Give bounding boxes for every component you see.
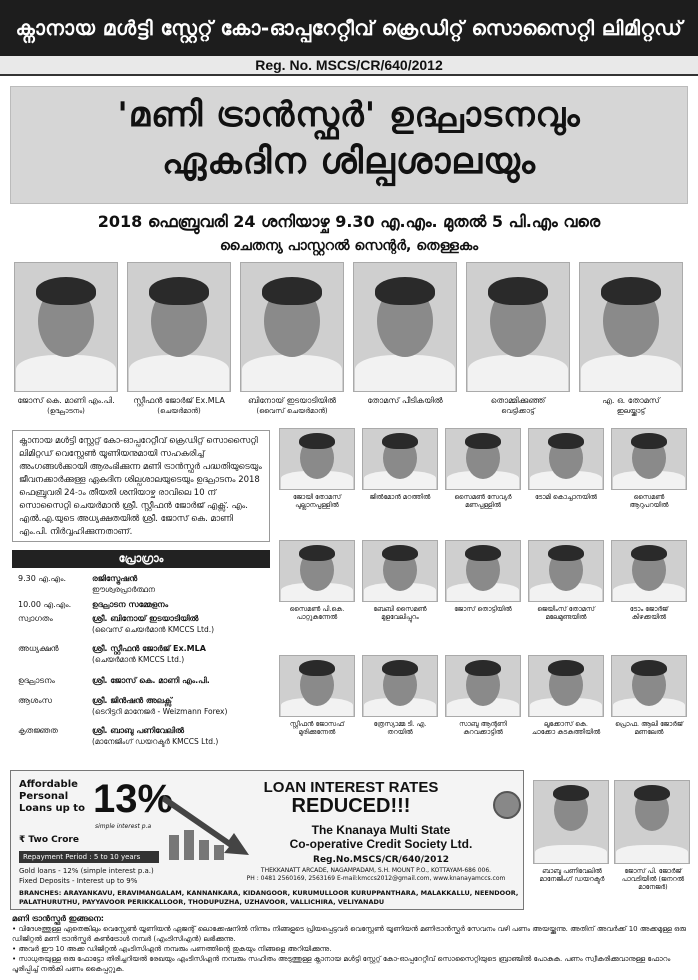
member-name: ജോസ് പി. ജോർജ് xyxy=(624,867,682,875)
guest-card xyxy=(579,262,683,416)
member-card xyxy=(614,780,692,891)
guest-role: (ചെയർമാൻ) xyxy=(157,407,201,415)
program-item: രജിസ്ട്രേഷൻ xyxy=(92,574,138,583)
portrait-photo xyxy=(445,428,521,490)
member-sub: ചാക്കോ കുടകുത്തിയിൽ xyxy=(531,728,601,736)
ad-reduced-heading: REDUCED!!! xyxy=(291,795,411,817)
program-time: 10.00 എ.എം. xyxy=(18,600,72,609)
member-name: ജെയിംസ് തോമസ് xyxy=(537,605,595,613)
program-item: ശ്രീ. സ്റ്റീഫൻ ജോർജ് Ex.MLA xyxy=(92,644,206,653)
guest-caption xyxy=(240,396,344,416)
member-card xyxy=(611,540,687,621)
guest-name: ബിനോയ് ഇടയാടിയിൽ xyxy=(248,396,336,405)
ad-branches: BRANCHES: ARAYANKAVU, ERAVIMANGALAM, KANNANKARA, KIDANGOOR, KURUMULLOOR KURUPPANTHARA, MALAKKALLU, NEENDOOR, PALATHURUTHU, PAYYAVOOR PERIKKALLOOR, THODUPUZHA, UZHAVOOR, VALLICHIRA, VELIYANADU xyxy=(19,889,519,906)
member-name: സൈമൺ സേവ്യർ xyxy=(454,493,512,501)
guest-name: തൊമ്മിക്കുഞ്ഞ് xyxy=(490,396,546,405)
member-sub: പാറ്റുകുന്നേൽ xyxy=(296,613,338,621)
member-name: സാബു ആന്റണി xyxy=(459,720,507,728)
member-name: ടോം ജോർജ് xyxy=(629,605,669,613)
guest-name: സ്റ്റീഫൻ ജോർജ് Ex.MLA xyxy=(133,396,225,405)
program-list xyxy=(12,572,270,767)
member-sub: പാവടിയിൽ (ജനറൽ മാനേജർ) xyxy=(621,875,685,891)
member-name: ടോമി കൊച്ചാനയിൽ xyxy=(535,493,597,501)
member-sub: മാനേജിംഗ് ഡയറക്ടർ xyxy=(539,875,605,883)
portrait-photo xyxy=(611,428,687,490)
registration-number: Reg. No. MSCS/CR/640/2012 xyxy=(255,57,443,73)
portrait-photo xyxy=(279,655,355,717)
member-card xyxy=(279,655,355,736)
guest-caption xyxy=(466,396,570,416)
guest-card xyxy=(466,262,570,416)
ad-gold-loans: Gold loans - 12% (simple interest p.a.) xyxy=(19,867,154,875)
program-sub: (ചെയർമാൻ KMCCS Ltd.) xyxy=(92,655,185,664)
guest-caption xyxy=(127,396,231,416)
member-card xyxy=(362,428,438,501)
portrait-photo xyxy=(533,780,609,864)
program-item: ശ്രീ. ബിനോയ് ഇടയാടിയിൽ xyxy=(92,614,199,623)
member-sub: മുരിക്കുന്നേൽ xyxy=(298,728,336,736)
member-name: ജോയി തോമസ് xyxy=(292,493,342,501)
portrait-photo xyxy=(240,262,344,392)
member-caption xyxy=(445,720,521,736)
event-description: ക്നാനായ മൾട്ടി സ്റ്റേറ്റ് കോ-ഓപ്പറേറ്റീവ് ക്രെഡിറ്റ് സൊസൈറ്റി ലിമിറ്റഡ് വെസ്റ്റേൺ യൂണിയനുമായി സഹകരിച്ച് അംഗങ്ങൾക്കായി ആരംഭിക്കുന്ന മണി ട്രാൻസ്ഫർ പദ്ധതിയുടെയും ജീവനക്കാർക്കുള്ള ഏകദിന ശില്പശാലയുടെയും ഉദ്ഘാടനം 2018 ഫെബ്രുവരി 24-ാം തീയതി ശനിയാഴ്ച രാവിലെ 10 ന് സൊസൈറ്റി ചെയർമാൻ ശ്രീ. സ്റ്റീഫൻ ജോർജ് എക്സ്. എം. എൽ.എ.യുടെ അധ്യക്ഷതയിൽ ശ്രീ. ജോസ് കെ. മാണി എം.പി. നിർവ്വഹിക്കുന്നതാണ്. xyxy=(12,430,270,542)
notes-item: • സാധുതയുള്ള ഒരു ഫോട്ടോ തിരിച്ചറിയൽ രേഖയും എംടിസിഎൻ നമ്പരും സഹിതം അടുത്തുള്ള ക്നാനായ മൾട്ടി സ്റ്റേറ്റ് കോ-ഓപ്പറേറ്റീവ് സൊസൈറ്റിയുടെ ബ്രാഞ്ചിൽ പോകുക. പണം സ്വീകരിക്കുവാനുള്ള ഫോറം പൂരിപ്പിച്ച് നൽകി പണം കൈപ്പറ്റുക. xyxy=(12,955,671,973)
program-heading: പ്രോഗ്രാം xyxy=(12,550,270,568)
member-caption xyxy=(614,867,692,891)
portrait-photo xyxy=(528,655,604,717)
header-banner xyxy=(0,0,698,76)
member-name: ബേബി സൈമൺ xyxy=(373,605,427,613)
guest-card xyxy=(14,262,118,416)
program-label: കൃതജ്ഞത xyxy=(18,726,58,735)
portrait-photo xyxy=(362,428,438,490)
member-sub: മണലേൽ xyxy=(634,728,664,736)
program-time: 9.30 എ.എം. xyxy=(18,574,67,583)
event-venue: ചൈതന്യ പാസ്റ്ററൽ സെന്റർ, തെള്ളകം xyxy=(219,238,479,254)
program-item: ഉദ്ഘാടന സമ്മേളനം xyxy=(92,600,169,609)
program-item: ശ്രീ. ജിൻഷൻ അലക്സ് xyxy=(92,696,172,705)
program-label: ആശംസ xyxy=(18,696,52,705)
member-name: ലൂക്കോസ് കെ. xyxy=(544,720,588,728)
portrait-photo xyxy=(528,428,604,490)
member-caption xyxy=(362,605,438,621)
guest-role: ഇലയ്ക്കാട്ട് xyxy=(616,407,646,415)
member-sub: കിഴക്കയിൽ xyxy=(631,613,667,621)
member-sub: മണപ്പള്ളിൽ xyxy=(465,501,501,509)
member-caption xyxy=(445,493,521,509)
program-sub: (മാനേജിംഗ് ഡയറക്ടർ KMCCS Ltd.) xyxy=(92,737,219,746)
guest-caption xyxy=(14,396,118,416)
portrait-photo xyxy=(579,262,683,392)
member-name: സ്റ്റീഫൻ ജോസഫ് xyxy=(289,720,345,728)
member-caption xyxy=(533,867,611,883)
ad-loan-heading: LOAN INTEREST RATES xyxy=(263,779,439,796)
member-card xyxy=(445,428,521,509)
ad-society-name-1: The Knanaya Multi State xyxy=(311,823,451,837)
member-name: സൈമൺ xyxy=(633,493,665,501)
member-sub: മലേമുണ്ടയിൽ xyxy=(545,613,587,621)
portrait-photo xyxy=(445,655,521,717)
program-label: ഉദ്ഘാടനം xyxy=(18,676,55,685)
guest-card xyxy=(353,262,457,406)
member-card xyxy=(611,428,687,509)
notes-title: മണി ട്രാൻസ്ഫർ ഇങ്ങനെ: xyxy=(12,914,104,923)
guest-role: (വൈസ് ചെയർമാൻ) xyxy=(256,407,328,415)
event-date: 2018 ഫെബ്രുവരി 24 ശനിയാഴ്ച 9.30 എ.എം. മുതൽ 5 പി.എം വരെ xyxy=(97,212,601,231)
member-card xyxy=(279,428,355,509)
guest-name: ജോസ് കെ. മാണി എം.പി. xyxy=(17,396,115,405)
ad-rate: 13% xyxy=(93,777,174,821)
portrait-photo xyxy=(466,262,570,392)
member-name: സൈമൺ പി.കെ. xyxy=(289,605,345,613)
headline-line-1: 'മണി ട്രാൻസ്ഫർ' ഉദ്ഘാടനവും xyxy=(117,95,581,135)
member-caption xyxy=(528,493,604,501)
ad-simple-interest: simple interest p.a xyxy=(95,823,152,830)
ad-address: THEKKANATT ARCADE, NAGAMPADAM, S.H. MOUNT P.O., KOTTAYAM-686 006. xyxy=(260,867,492,874)
member-caption xyxy=(279,493,355,509)
member-card xyxy=(279,540,355,621)
member-card xyxy=(528,428,604,501)
portrait-photo xyxy=(528,540,604,602)
member-card xyxy=(445,540,521,613)
member-name: പ്രൊഫ. ആലി ജോർജ് xyxy=(615,720,683,728)
member-caption xyxy=(528,720,604,736)
member-caption xyxy=(611,720,687,736)
portrait-photo xyxy=(614,780,690,864)
program-label: അധ്യക്ഷൻ xyxy=(18,644,59,653)
portrait-photo xyxy=(127,262,231,392)
ad-repayment-period: Repayment Period : 5 to 10 years xyxy=(19,851,159,863)
member-sub: കുറവക്കാട്ടിൽ xyxy=(463,728,503,736)
program-sub: (ടെറിട്ടറി മാനേജർ - Weizmann Forex) xyxy=(92,707,228,716)
ad-affordable-text: Affordable Personal Loans up to xyxy=(19,779,85,814)
member-card xyxy=(528,655,604,736)
member-name: ജിൽമോൻ മഠത്തിൽ xyxy=(369,493,431,501)
portrait-photo xyxy=(14,262,118,392)
portrait-photo xyxy=(279,428,355,490)
guest-name: എ. ഒ. തോമസ് xyxy=(602,396,660,405)
member-card xyxy=(362,540,438,621)
portrait-photo xyxy=(362,540,438,602)
program-item: ശ്രീ. ബാബു പണിവേലിൽ xyxy=(92,726,184,735)
member-caption xyxy=(528,605,604,621)
portrait-photo xyxy=(611,655,687,717)
member-card xyxy=(528,540,604,621)
notes-item: • അവർ ഈ 10 അക്ക ഡിജിറ്റൽ എംടിസിഎൻ നമ്പരും പണത്തിന്റെ തുകയും നിങ്ങളെ അറിയിക്കുന്നു. xyxy=(12,945,332,953)
society-title: ക്നാനായ മൾട്ടി സ്റ്റേറ്റ് കോ-ഓപ്പറേറ്റീവ് ക്രെഡിറ്റ് സൊസൈറ്റി ലിമിറ്റഡ് xyxy=(0,0,698,56)
event-headline xyxy=(10,86,688,204)
guest-role: വെട്ടിക്കാട്ട് xyxy=(501,407,535,415)
main-guests-row xyxy=(14,262,684,422)
portrait-photo xyxy=(279,540,355,602)
guest-role: (ഉദ്ഘാടനം) xyxy=(47,407,85,415)
portrait-photo xyxy=(611,540,687,602)
member-caption xyxy=(279,605,355,621)
member-sub: ആറുപറയിൽ xyxy=(629,501,669,509)
guest-card xyxy=(127,262,231,416)
member-card xyxy=(362,655,438,736)
notes-item: • വിദേശത്തുള്ള ഏതെങ്കിലും വെസ്റ്റേൺ യൂണിയൻ ഏജന്റ് ലൊക്കേഷനിൽ നിന്നും നിങ്ങളുടെ പ്രിയപ്പെട്ടവർ വെസ്റ്റേൺ യൂണിയൻ മണിട്രാൻസ്ഫർ സേവനം വഴി പണം അയയ്ക്കുന്നു. അതിന് അവർക്ക് 10 അക്കമുള്ള ഒരു ഡിജിറ്റൽ മണി ട്രാൻസ്ഫർ കൺട്രോൾ നമ്പർ (എംടിസിഎൻ) ലഭിക്കുന്നു. xyxy=(12,925,686,943)
loan-advertisement xyxy=(10,770,524,910)
portrait-photo xyxy=(362,655,438,717)
member-caption xyxy=(362,493,438,501)
program-sub: (വൈസ് ചെയർമാൻ KMCCS Ltd.) xyxy=(92,625,215,634)
portrait-photo xyxy=(353,262,457,392)
money-transfer-notes xyxy=(12,914,688,974)
member-sub: പുല്ലാനപ്പള്ളിൽ xyxy=(295,501,339,509)
society-logo-icon xyxy=(493,791,521,819)
guest-caption xyxy=(579,396,683,416)
member-name: ബാബു പണിവേലിൽ xyxy=(542,867,602,875)
headline-line-2: ഏകദിന ശില്പശാലയും xyxy=(162,141,536,182)
member-sub: മുളവേലിപ്പുറം xyxy=(381,613,419,621)
member-card xyxy=(533,780,611,883)
ad-fixed-deposits: Fixed Deposits - Interest up to 9% xyxy=(19,877,138,885)
program-sub: ഈശ്വരപ്രാർത്ഥന xyxy=(92,585,155,594)
member-caption xyxy=(362,720,438,736)
member-card xyxy=(611,655,687,736)
guest-card xyxy=(240,262,344,416)
member-sub: തറയിൽ xyxy=(387,728,413,736)
program-label: സ്വാഗതം xyxy=(18,614,53,623)
member-caption xyxy=(611,493,687,509)
member-card xyxy=(445,655,521,736)
ad-reg-number: Reg.No.MSCS/CR/640/2012 xyxy=(313,855,449,865)
guest-caption xyxy=(353,396,457,406)
member-caption xyxy=(611,605,687,621)
ad-society-name-2: Co-operative Credit Society Ltd. xyxy=(289,837,473,851)
ad-contact: PH : 0481 2560169, 2563169 E-mail:kmccs2012@gmail.com, www.knanayamccs.com xyxy=(246,875,506,882)
guest-name: തോമസ് പീടികയിൽ xyxy=(367,396,443,405)
member-caption xyxy=(279,720,355,736)
program-item: ശ്രീ. ജോസ് കെ. മാണി എം.പി. xyxy=(92,676,210,685)
portrait-photo xyxy=(445,540,521,602)
ad-two-crore: ₹ Two Crore xyxy=(19,835,79,845)
member-name: ജോസ് തൊട്ടിയിൽ xyxy=(454,605,512,613)
member-caption xyxy=(445,605,521,613)
member-name: ത്രേസ്യാമ്മ ടി. എ. xyxy=(373,720,427,728)
